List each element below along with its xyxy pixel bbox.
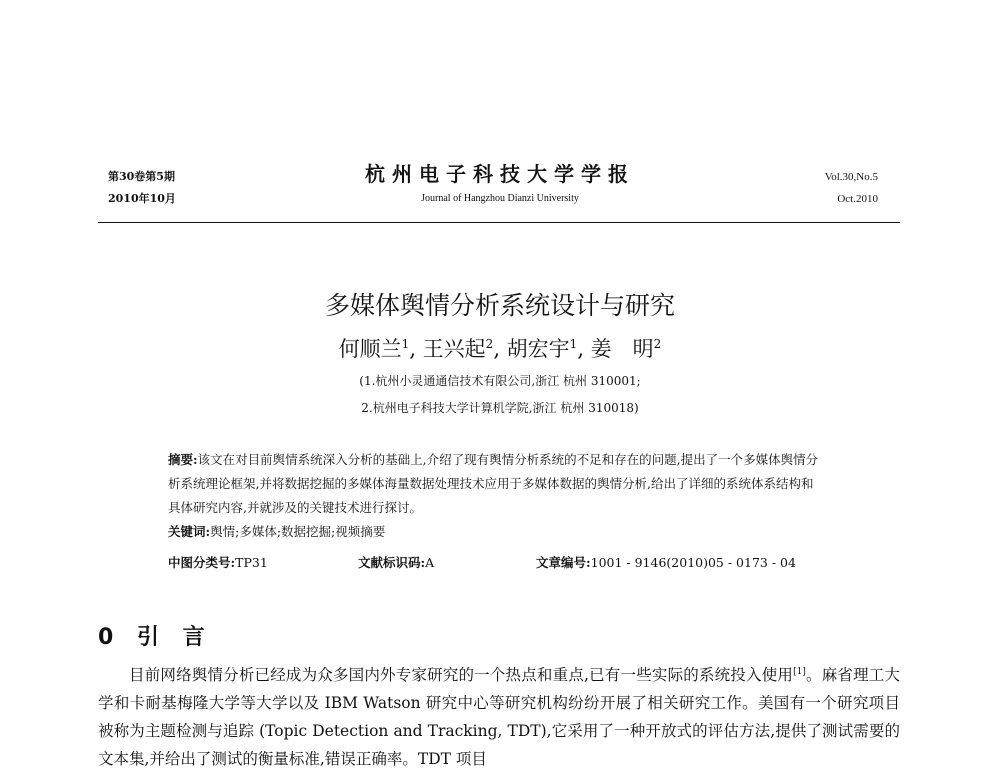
author-affil-mark: 1 [569, 337, 578, 351]
author-name: 何顺兰 [338, 337, 402, 361]
article-no-label: 文章编号: [536, 555, 591, 570]
doc-code-label: 文献标识码: [358, 555, 426, 570]
citation-mark: [1] [793, 667, 806, 677]
clc-label: 中图分类号: [168, 555, 236, 570]
article-no-value: 1001 - 9146(2010)05 - 0173 - 04 [590, 555, 796, 570]
keywords-line [168, 520, 824, 544]
paper-title: 多媒体舆情分析系统设计与研究 [324, 291, 675, 320]
abstract-text: 该文在对目前舆情系统深入分析的基础上,介绍了现有舆情分析系统的不足和存在的问题,提出了一个多媒体舆情分析系统理论框架,并将数据挖掘的多媒体海量数据处理技术应用于多媒体数据的舆情分析,给出了详细的系统体系结构和具体研究内容,并就涉及的关键技术进行探讨。 [168, 452, 819, 515]
date-cn: 2010年10月 [108, 192, 176, 205]
volume-en: Vol.30,No.5 [824, 171, 878, 183]
abstract-paragraph [168, 448, 824, 520]
author-affil-mark: 2 [653, 337, 662, 351]
affiliation-1: (1.杭州小灵通通信技术有限公司,浙江 杭州 310001; [359, 374, 641, 388]
journal-name-en: Journal of Hangzhou Dianzi University [421, 193, 579, 204]
keywords-label: 关键词: [168, 524, 211, 539]
issue-info-en [825, 166, 878, 210]
clc-value: TP31 [235, 555, 268, 570]
author-affil-mark: 2 [485, 337, 494, 351]
author-list: 何顺兰$^1$, 王兴起$^2$, 胡宏宇$^1$, 姜 明$^2$ [338, 337, 662, 361]
volume-cn: 第30卷第5期 [108, 170, 175, 183]
body-paragraph [98, 658, 900, 773]
affiliation-2: 2.杭州电子科技大学计算机学院,浙江 杭州 310018) [361, 401, 639, 415]
author-name: 胡宏宇 [506, 337, 570, 361]
abstract-block [168, 448, 824, 544]
header-divider [98, 222, 900, 223]
journal-name-cn: 杭州电子科技大学学报 [365, 162, 635, 186]
paragraph-text: 目前网络舆情分析已经成为众多国内外专家研究的一个热点和重点,已有一些实际的系统投入使用 [129, 666, 794, 685]
section-heading: 0 引 言 [98, 625, 213, 650]
abstract-label: 摘要: [168, 452, 198, 467]
author-name: 姜 明 [590, 337, 654, 361]
author-name: 王兴起 [422, 337, 486, 361]
clc-field [168, 553, 268, 571]
keywords: 舆情;多媒体;数据挖掘;视频摘要 [210, 524, 386, 539]
affiliations [0, 368, 1000, 422]
doc-code-field [358, 553, 434, 571]
date-en: Oct.2010 [837, 193, 878, 205]
author-affil-mark: 1 [401, 337, 410, 351]
article-no-field [536, 553, 796, 571]
doc-code-value: A [425, 555, 435, 570]
paragraph-text-cont: 。麻省理工大学和卡耐基梅隆大学等大学以及 IBM Watson 研究中心等研究机构纷纷开展了相关研究工作。美国有一个研究项目被称为主题检测与追踪 (Topic Detection and Tracking, TDT),它采用了一种开放式的评估方法,提供了测试需要的文本集,并给出了测试的衡量标准,错误正确率。TDT 项目 [98, 666, 900, 769]
